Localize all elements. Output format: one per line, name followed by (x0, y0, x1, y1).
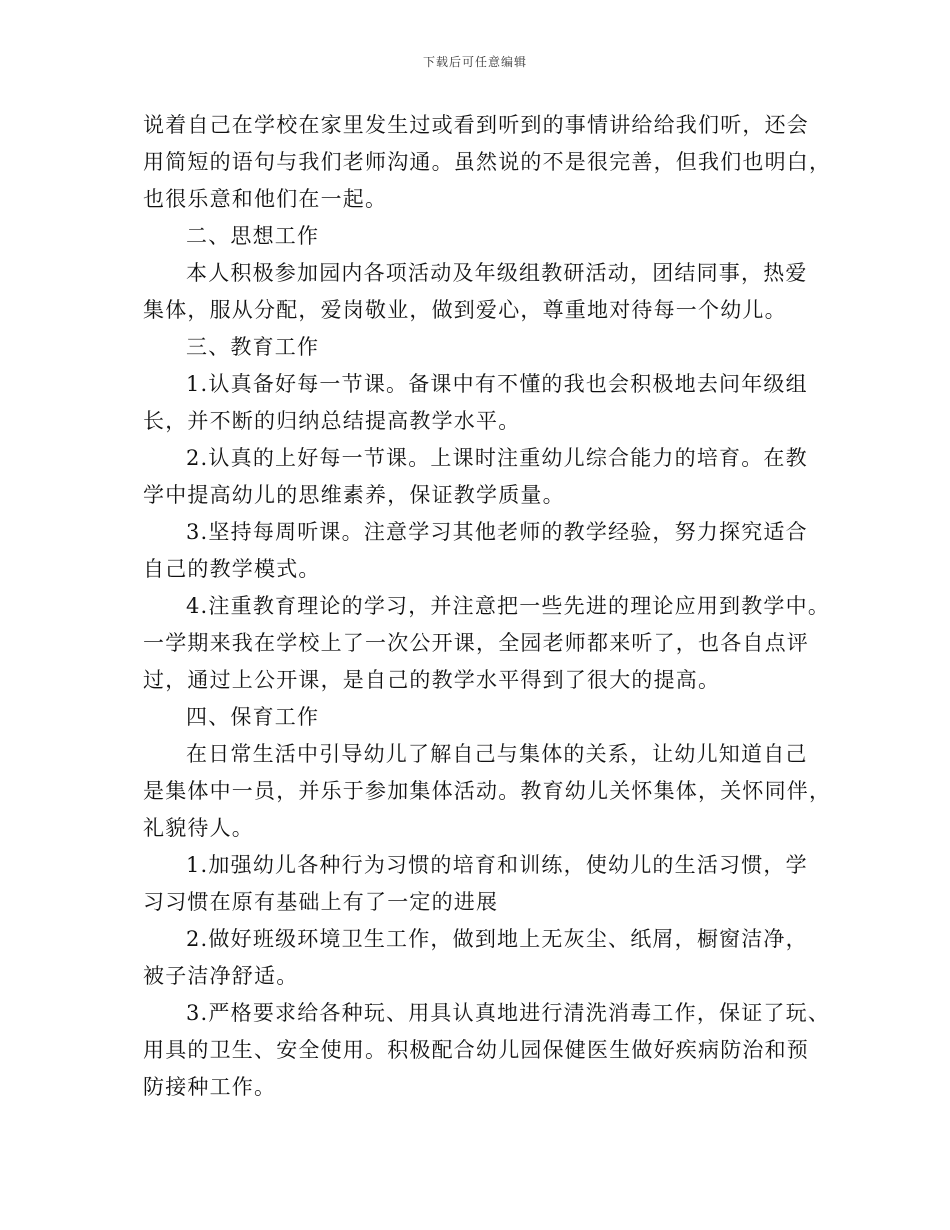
text-line: 被子洁净舒适。 (143, 964, 299, 988)
section-heading: 二、思想工作 (186, 224, 320, 248)
text-line: 1.加强幼儿各种行为习惯的培育和训练，使幼儿的生活习惯，学 (186, 853, 808, 877)
section-heading: 四、保育工作 (186, 705, 320, 729)
text-line: 集体，服从分配，爱岗敬业，做到爱心，尊重地对待每一个幼儿。 (143, 298, 787, 322)
text-line: 2.做好班级环境卫生工作，做到地上无灰尘、纸屑，橱窗洁净， (186, 927, 808, 951)
text-line: 自己的教学模式。 (143, 557, 321, 581)
text-line: 也很乐意和他们在一起。 (143, 187, 388, 211)
text-line: 3.严格要求给各种玩、用具认真地进行清洗消毒工作，保证了玩、 (186, 1001, 831, 1025)
text-line: 过，通过上公开课，是自己的教学水平得到了很大的提高。 (143, 668, 721, 692)
section-heading: 三、教育工作 (186, 335, 320, 359)
text-line: 用具的卫生、安全使用。积极配合幼儿园保健医生做好疾病防治和预 (143, 1038, 809, 1062)
text-line: 长，并不断的归纳总结提高教学水平。 (143, 409, 521, 433)
text-line: 4.注重教育理论的学习，并注意把一些先进的理论应用到教学中。 (186, 594, 831, 618)
document-body (143, 107, 832, 1106)
text-line: 说着自己在学校在家里发生过或看到听到的事情讲给给我们听，还会 (143, 113, 809, 137)
page-header: 下载后可任意编辑 (422, 55, 527, 69)
text-line: 2.认真的上好每一节课。上课时注重幼儿综合能力的培育。在教 (186, 446, 808, 470)
text-line: 是集体中一员，并乐于参加集体活动。教育幼儿关怀集体，关怀同伴， (143, 779, 832, 803)
text-line: 用简短的语句与我们老师沟通。虽然说的不是很完善，但我们也明白， (143, 150, 832, 174)
text-line: 礼貌待人。 (143, 816, 254, 840)
text-line: 习习惯在原有基础上有了一定的进展 (143, 890, 499, 914)
text-line: 学中提高幼儿的思维素养，保证教学质量。 (143, 483, 565, 507)
text-line: 在日常生活中引导幼儿了解自己与集体的关系，让幼儿知道自己 (186, 742, 808, 766)
text-line: 一学期来我在学校上了一次公开课，全园老师都来听了，也各自点评 (143, 631, 809, 655)
text-line: 防接种工作。 (143, 1075, 277, 1099)
text-line: 3.坚持每周听课。注意学习其他老师的教学经验，努力探究适合 (186, 520, 808, 544)
text-line: 本人积极参加园内各项活动及年级组教研活动，团结同事，热爱 (186, 261, 808, 285)
text-line: 1.认真备好每一节课。备课中有不懂的我也会积极地去问年级组 (186, 372, 808, 396)
